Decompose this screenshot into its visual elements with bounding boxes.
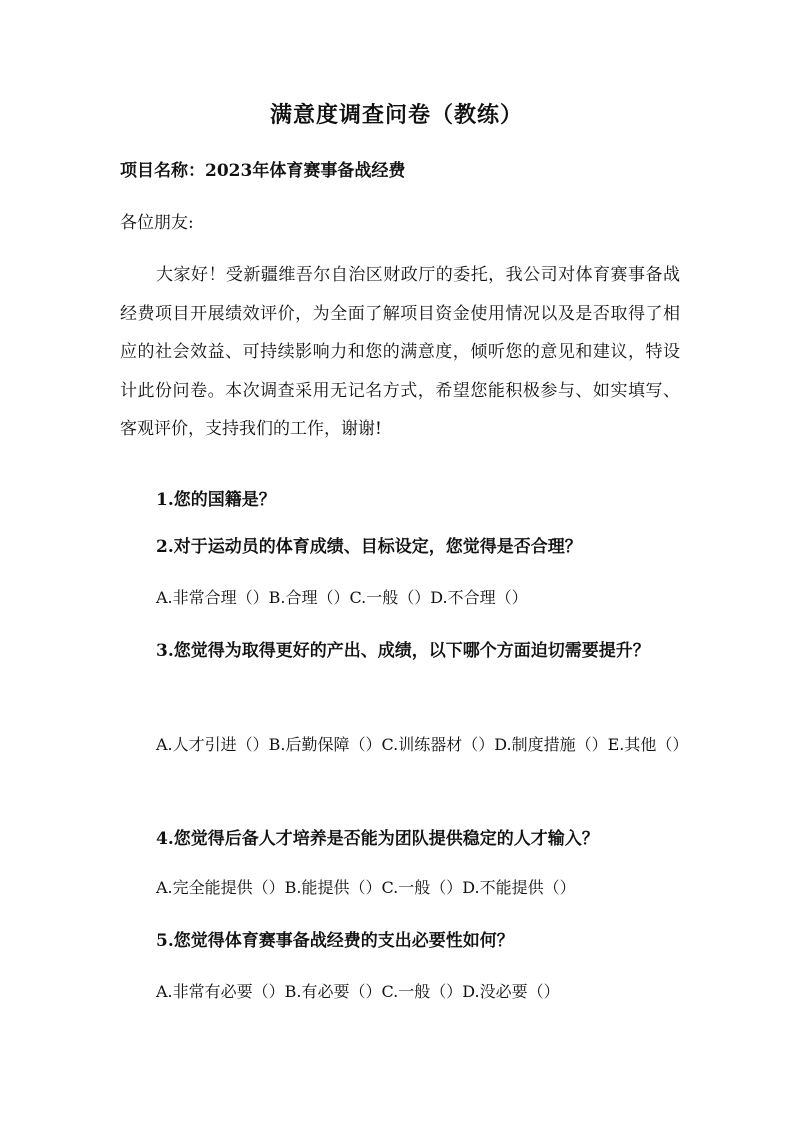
project-line xyxy=(120,158,405,184)
question-2-options: A.非常合理（）B.合理（）C.一般（）D.不合理（） xyxy=(156,588,528,607)
question-3-options: A.人才引进（）B.后勤保障（）C.训练器材（）D.制度措施（）E.其他（） xyxy=(156,735,689,754)
question-2: 2.对于运动员的体育成绩、目标设定，您觉得是否合理？ xyxy=(156,537,582,557)
project-label: 项目名称： xyxy=(120,161,205,181)
question-5: 5.您觉得体育赛事备战经费的支出必要性如何？ xyxy=(156,931,514,951)
question-5-options: A.非常有必要（）B.有必要（）C.一般（）D.没必要（） xyxy=(156,982,560,1001)
question-1: 1.您的国籍是？ xyxy=(156,490,276,510)
question-4: 4.您觉得后备人才培养是否能为团队提供稳定的人才输入？ xyxy=(156,829,599,849)
question-4-options: A.完全能提供（）B.能提供（）C.一般（）D.不能提供（） xyxy=(156,878,576,897)
project-name: 2023年体育赛事备战经费 xyxy=(205,161,406,181)
greeting: 各位朋友: xyxy=(120,213,194,233)
page-title: 满意度调查问卷（教练） xyxy=(269,102,523,128)
question-3: 3.您觉得为取得更好的产出、成绩，以下哪个方面迫切需要提升？ xyxy=(156,641,650,661)
intro-paragraph: 大家好！受新疆维吾尔自治区财政厅的委托，我公司对体育赛事备战经费项目开展绩效评价，为全面了解项目资金使用情况以及是否取得了相应的社会效益、可持续影响力和您的满意度，倾听您的意见和建议，特设计此份问卷。本次调查采用无记名方式，希望您能积极参与、如实填写、客观评价，支持我们的工作，谢谢! xyxy=(120,265,680,439)
